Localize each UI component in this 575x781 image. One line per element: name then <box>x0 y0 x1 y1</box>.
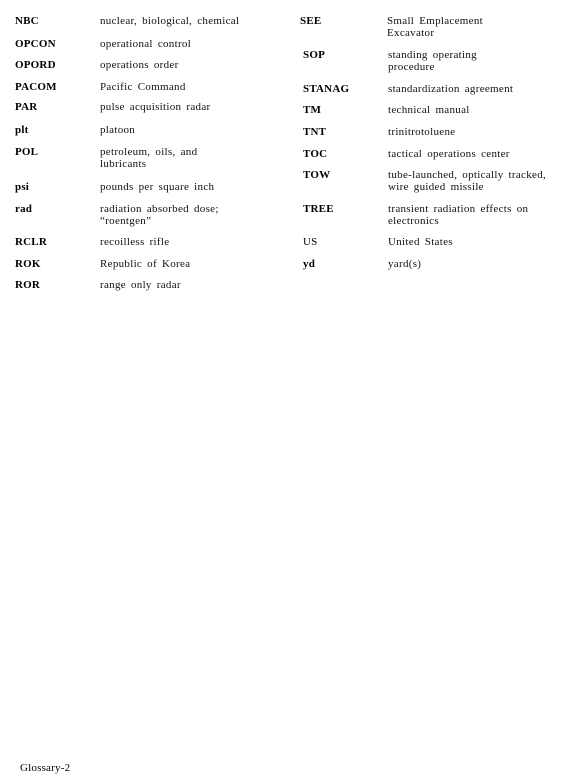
glossary-definition: recoilless rifle <box>100 236 170 248</box>
glossary-term: PACOM <box>15 81 57 93</box>
glossary-definition: Pacific Command <box>100 81 186 93</box>
glossary-definition: petroleum, oils, and lubricants <box>100 146 198 170</box>
glossary-definition: transient radiation effects on electronics <box>388 203 529 227</box>
glossary-definition: radiation absorbed dose; “roentgen” <box>100 203 219 227</box>
glossary-definition: Small Emplacement Excavator <box>387 15 483 39</box>
glossary-term: TREE <box>303 203 334 215</box>
glossary-term: POL <box>15 146 39 158</box>
glossary-definition: Republic of Korea <box>100 258 191 270</box>
glossary-term: TOC <box>303 148 328 160</box>
glossary-definition: standardization agreement <box>388 83 514 95</box>
glossary-definition: pounds per square inch <box>100 181 215 193</box>
glossary-term: rad <box>15 203 33 215</box>
glossary-definition: trinitrotoluene <box>388 126 456 138</box>
glossary-term: ROR <box>15 279 41 291</box>
glossary-definition: United States <box>388 236 453 248</box>
glossary-term: PAR <box>15 101 38 113</box>
glossary-term: ROK <box>15 258 41 270</box>
glossary-term: STANAG <box>303 83 350 95</box>
glossary-term: TM <box>303 104 322 116</box>
glossary-definition: platoon <box>100 124 136 136</box>
glossary-term: OPORD <box>15 59 56 71</box>
glossary-definition: operational control <box>100 38 192 50</box>
glossary-definition: technical manual <box>388 104 470 116</box>
glossary-definition: pulse acquisition radar <box>100 101 211 113</box>
glossary-definition: range only radar <box>100 279 181 291</box>
glossary-definition: tube-launched, optically tracked, wire guided missile <box>388 169 547 193</box>
glossary-term: psi <box>15 181 30 193</box>
glossary-term: US <box>303 236 318 248</box>
glossary-term: TNT <box>303 126 327 138</box>
glossary-term: OPCON <box>15 38 56 50</box>
glossary-definition: standing operating procedure <box>388 49 477 73</box>
glossary-term: RCLR <box>15 236 47 248</box>
page-number: Glossary-2 <box>20 762 71 774</box>
glossary-term: plt <box>15 124 29 136</box>
glossary-definition: tactical operations center <box>388 148 510 160</box>
glossary-term: yd <box>303 258 316 270</box>
glossary-definition: operations order <box>100 59 179 71</box>
glossary-definition: nuclear, biological, chemical <box>100 15 240 27</box>
glossary-definition: yard(s) <box>388 258 422 270</box>
glossary-term: NBC <box>15 15 39 27</box>
glossary-term: SOP <box>303 49 325 61</box>
glossary-term: TOW <box>303 169 331 181</box>
glossary-term: SEE <box>300 15 322 27</box>
